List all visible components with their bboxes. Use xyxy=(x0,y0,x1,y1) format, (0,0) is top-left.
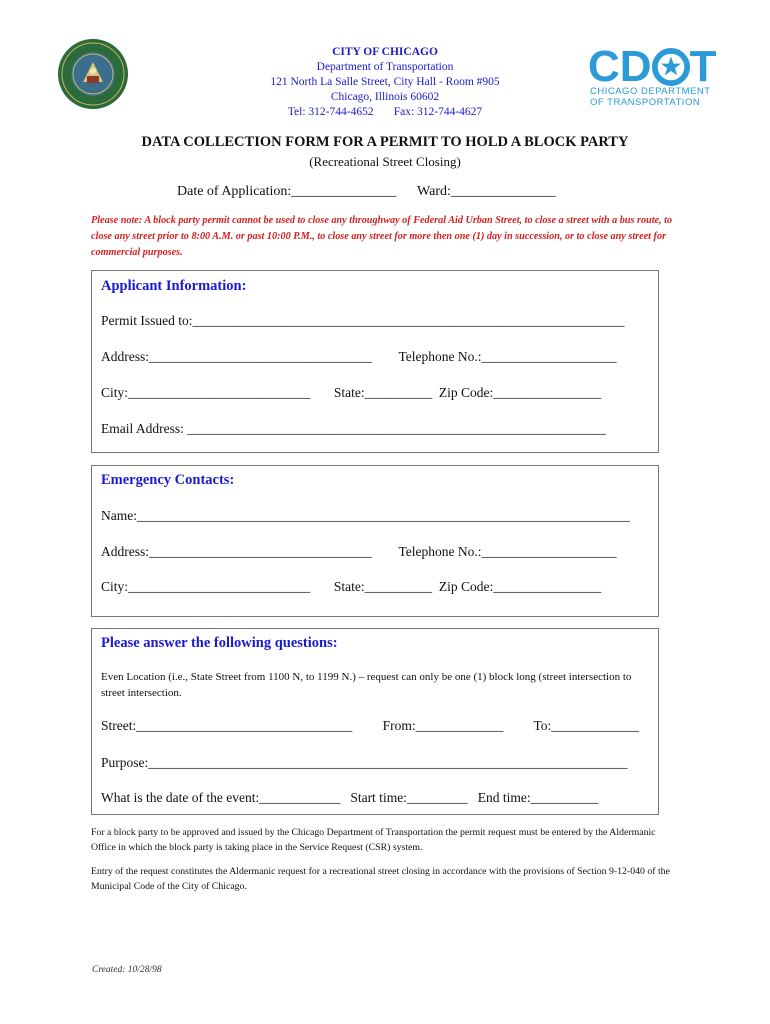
purpose-field[interactable]: Purpose:_______________________________________________________________________ xyxy=(101,755,628,770)
logo-line1: CHICAGO DEPARTMENT xyxy=(590,86,711,97)
questions-section xyxy=(91,628,659,815)
date-ward-field[interactable]: Date of Application:_______________ Ward:_______________ xyxy=(177,184,556,199)
street-from-to-field[interactable]: Street:________________________________ From:_____________ To:_____________ xyxy=(101,718,640,733)
logo-letters-left: CD xyxy=(588,42,652,91)
footer-paragraph-1: For a block party to be approved and issued by the Chicago Department of Transportation the permit request must be entered by the Aldermanic Office in which the block party is taking place in the Service Request (CSR) system. xyxy=(91,827,656,853)
logo-line2: OF TRANSPORTATION xyxy=(590,96,701,108)
header-city-state: Chicago, Illinois 60602 xyxy=(330,91,440,103)
footer-paragraph-2: Entry of the request constitutes the Aldermanic request for a recreational street closing in accordance with the provisions of Section 9-12-040 of the Municipal Code of the City of Chicago. xyxy=(91,866,670,892)
emergency-title: Emergency Contacts: xyxy=(101,472,235,488)
header-address: 121 North La Salle Street, City Hall - Room #905 xyxy=(270,76,500,88)
event-location-text: Even Location (i.e., State Street from 1100 N, to 1199 N.) – request can only be one (1) block long (street intersection to street intersection. xyxy=(101,671,632,699)
applicant-email-field[interactable]: Email Address: ______________________________________________________________ xyxy=(101,421,606,436)
star-o-icon xyxy=(652,48,690,86)
applicant-title: Applicant Information: xyxy=(101,278,247,294)
please-note: Please note: A block party permit cannot be used to close any throughway of Federal Aid Urban Street, to close a street with a bus route, to close any street prior to 8:00 A.M. or past 10:00 P.M., to close any street for more then one (1) day in succession, or to close any street for commercial purposes. xyxy=(91,215,673,258)
permit-issued-field[interactable]: Permit Issued to:________________________________________________________________ xyxy=(101,313,625,328)
cdot-logo xyxy=(588,42,718,113)
form-title: DATA COLLECTION FORM FOR A PERMIT TO HOLD A BLOCK PARTY xyxy=(141,134,629,150)
logo-letters-right: T xyxy=(689,42,717,91)
emergency-section xyxy=(91,465,659,617)
emergency-name-field[interactable]: Name:_________________________________________________________________________ xyxy=(101,508,630,523)
applicant-address-field[interactable]: Address:_________________________________ Telephone No.:____________________ xyxy=(101,349,617,364)
applicant-section xyxy=(91,270,659,453)
header-department: Department of Transportation xyxy=(316,61,454,73)
emergency-address-field[interactable]: Address:_________________________________ Telephone No.:____________________ xyxy=(101,544,617,559)
header-city: CITY OF CHICAGO xyxy=(332,46,438,58)
created-date: Created: 10/28/98 xyxy=(92,965,162,975)
questions-title: Please answer the following questions: xyxy=(101,635,338,651)
event-date-time-field[interactable]: What is the date of the event:____________ Start time:_________ End time:__________ xyxy=(101,790,599,805)
applicant-city-field[interactable]: City:___________________________ State:__________ Zip Code:________________ xyxy=(101,385,602,400)
emergency-city-field[interactable]: City:___________________________ State:__________ Zip Code:________________ xyxy=(101,579,602,594)
header-phone-fax: Tel: 312-744-4652 Fax: 312-744-4627 xyxy=(287,106,483,118)
form-subtitle: (Recreational Street Closing) xyxy=(309,154,461,169)
